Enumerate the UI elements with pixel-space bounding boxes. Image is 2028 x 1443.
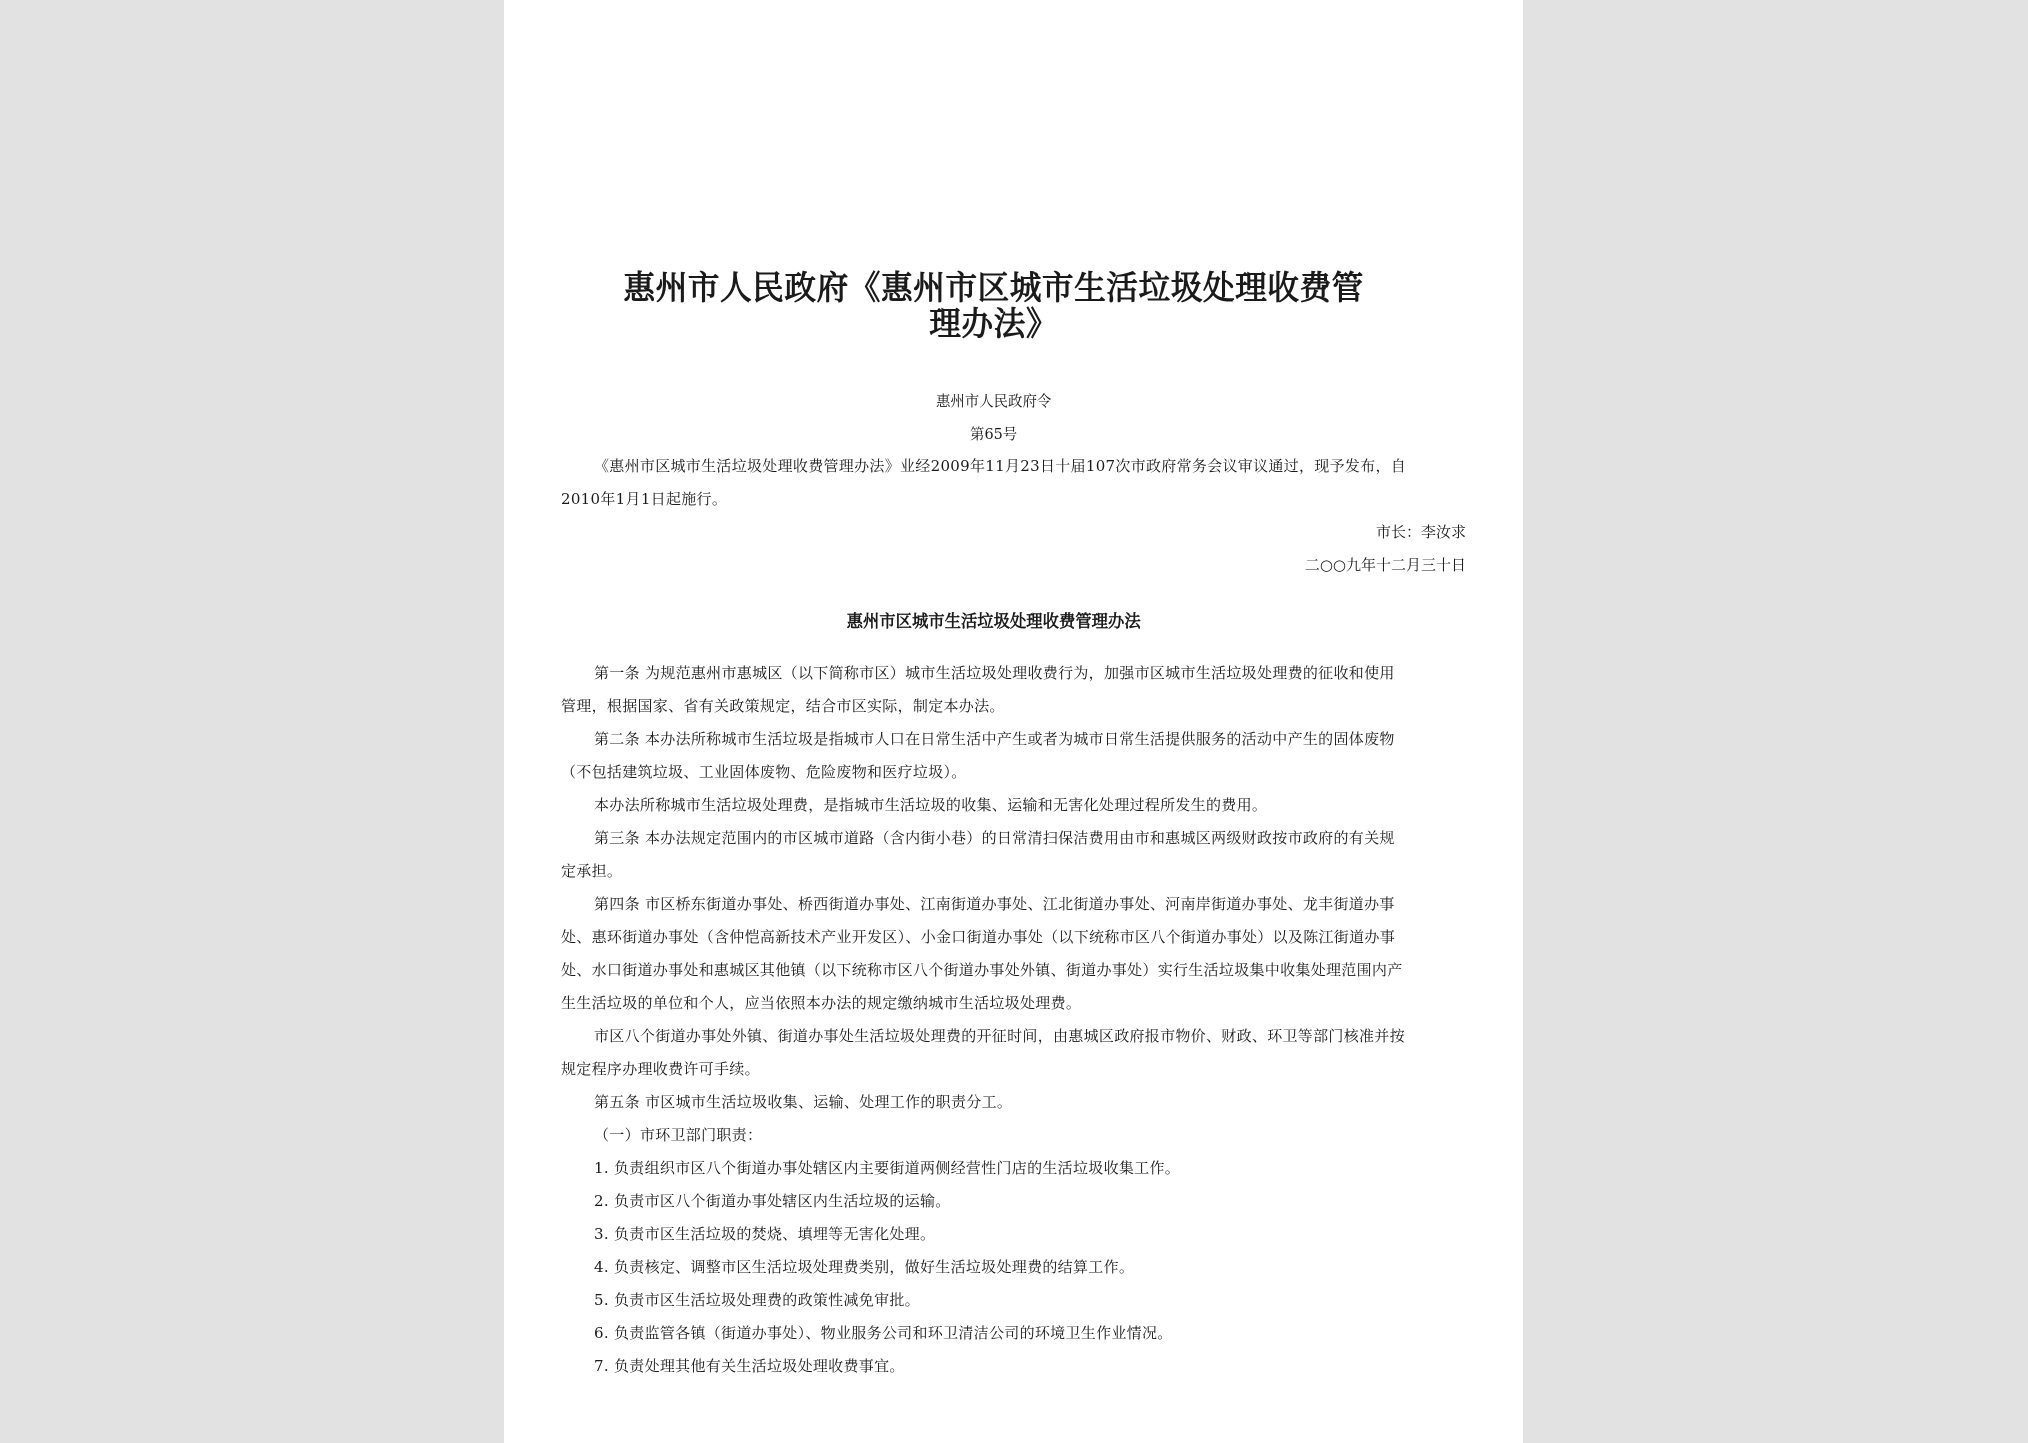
list-item: 5. 负责市区生活垃圾处理费的政策性减免审批。 — [594, 1291, 920, 1309]
list-item: 7. 负责处理其他有关生活垃圾处理收费事宜。 — [594, 1357, 905, 1375]
list-item: 3. 负责市区生活垃圾的焚烧、填埋等无害化处理。 — [594, 1225, 936, 1243]
article-line: 市区八个街道办事处外镇、街道办事处生活垃圾处理费的开征时间，由惠城区政府报市物价、财政、环卫等部门核准并按 — [594, 1027, 1405, 1045]
intro-line-1: 《惠州市区城市生活垃圾处理收费管理办法》业经2009年11月23日十届107次市政府常务会议审议通过，现予发布，自 — [594, 457, 1407, 475]
list-item: 6. 负责监管各镇（街道办事处）、物业服务公司和环卫清洁公司的环境卫生作业情况。 — [594, 1324, 1173, 1342]
article-line: 生生活垃圾的单位和个人，应当依照本办法的规定缴纳城市生活垃圾处理费。 — [561, 994, 1082, 1012]
mayor-signature: 市长：李汝求 — [1375, 523, 1466, 541]
issuer: 惠州市人民政府令 — [935, 392, 1052, 410]
list-item: 1. 负责组织市区八个街道办事处辖区内主要街道两侧经营性门店的生活垃圾收集工作。 — [594, 1159, 1181, 1177]
article-line: 本办法所称城市生活垃圾处理费，是指城市生活垃圾的收集、运输和无害化处理过程所发生的费用。 — [594, 796, 1268, 814]
intro-line-2: 2010年1月1日起施行。 — [561, 490, 728, 508]
article-line: 管理，根据国家、省有关政策规定，结合市区实际，制定本办法。 — [561, 697, 1005, 715]
article-line: 第五条 市区城市生活垃圾收集、运输、处理工作的职责分工。 — [594, 1093, 1013, 1111]
article-line: 第二条 本办法所称城市生活垃圾是指城市人口在日常生活中产生或者为城市日常生活提供服务的活动中产生的固体废物 — [594, 730, 1395, 748]
article-line: 处、水口街道办事处和惠城区其他镇（以下统称市区八个街道办事处外镇、街道办事处）实行生活垃圾集中收集处理范围内产 — [561, 961, 1403, 979]
document-title-line-2: 理办法》 — [929, 304, 1059, 343]
article-line: 第三条 本办法规定范围内的市区城市道路（含内街小巷）的日常清扫保洁费用由市和惠城区两级财政按市政府的有关规 — [594, 829, 1395, 847]
order-number: 第65号 — [970, 425, 1018, 443]
article-line: 处、惠环街道办事处（含仲恺高新技术产业开发区）、小金口街道办事处（以下统称市区八个街道办事处）以及陈江街道办事 — [561, 928, 1396, 946]
issue-date: 二○○九年十二月三十日 — [1304, 556, 1466, 574]
article-line: 第四条 市区桥东街道办事处、桥西街道办事处、江南街道办事处、江北街道办事处、河南岸街道办事处、龙丰街道办事 — [594, 895, 1395, 913]
article-line: 规定程序办理收费许可手续。 — [561, 1060, 760, 1078]
list-item: 2. 负责市区八个街道办事处辖区内生活垃圾的运输。 — [594, 1192, 951, 1210]
article-line: 定承担。 — [561, 862, 623, 880]
list-item: 4. 负责核定、调整市区生活垃圾处理费类别，做好生活垃圾处理费的结算工作。 — [594, 1258, 1135, 1276]
article-line: 第一条 为规范惠州市惠城区（以下简称市区）城市生活垃圾处理收费行为，加强市区城市生活垃圾处理费的征收和使用 — [594, 664, 1395, 682]
regulation-title: 惠州市区城市生活垃圾处理收费管理办法 — [846, 612, 1141, 632]
document-title-line-1: 惠州市人民政府《惠州市区城市生活垃圾处理收费管 — [623, 268, 1364, 307]
article-line: （一）市环卫部门职责： — [594, 1126, 763, 1144]
document-page — [504, 0, 1523, 1443]
article-line: （不包括建筑垃圾、工业固体废物、危险废物和医疗垃圾）。 — [561, 763, 967, 781]
